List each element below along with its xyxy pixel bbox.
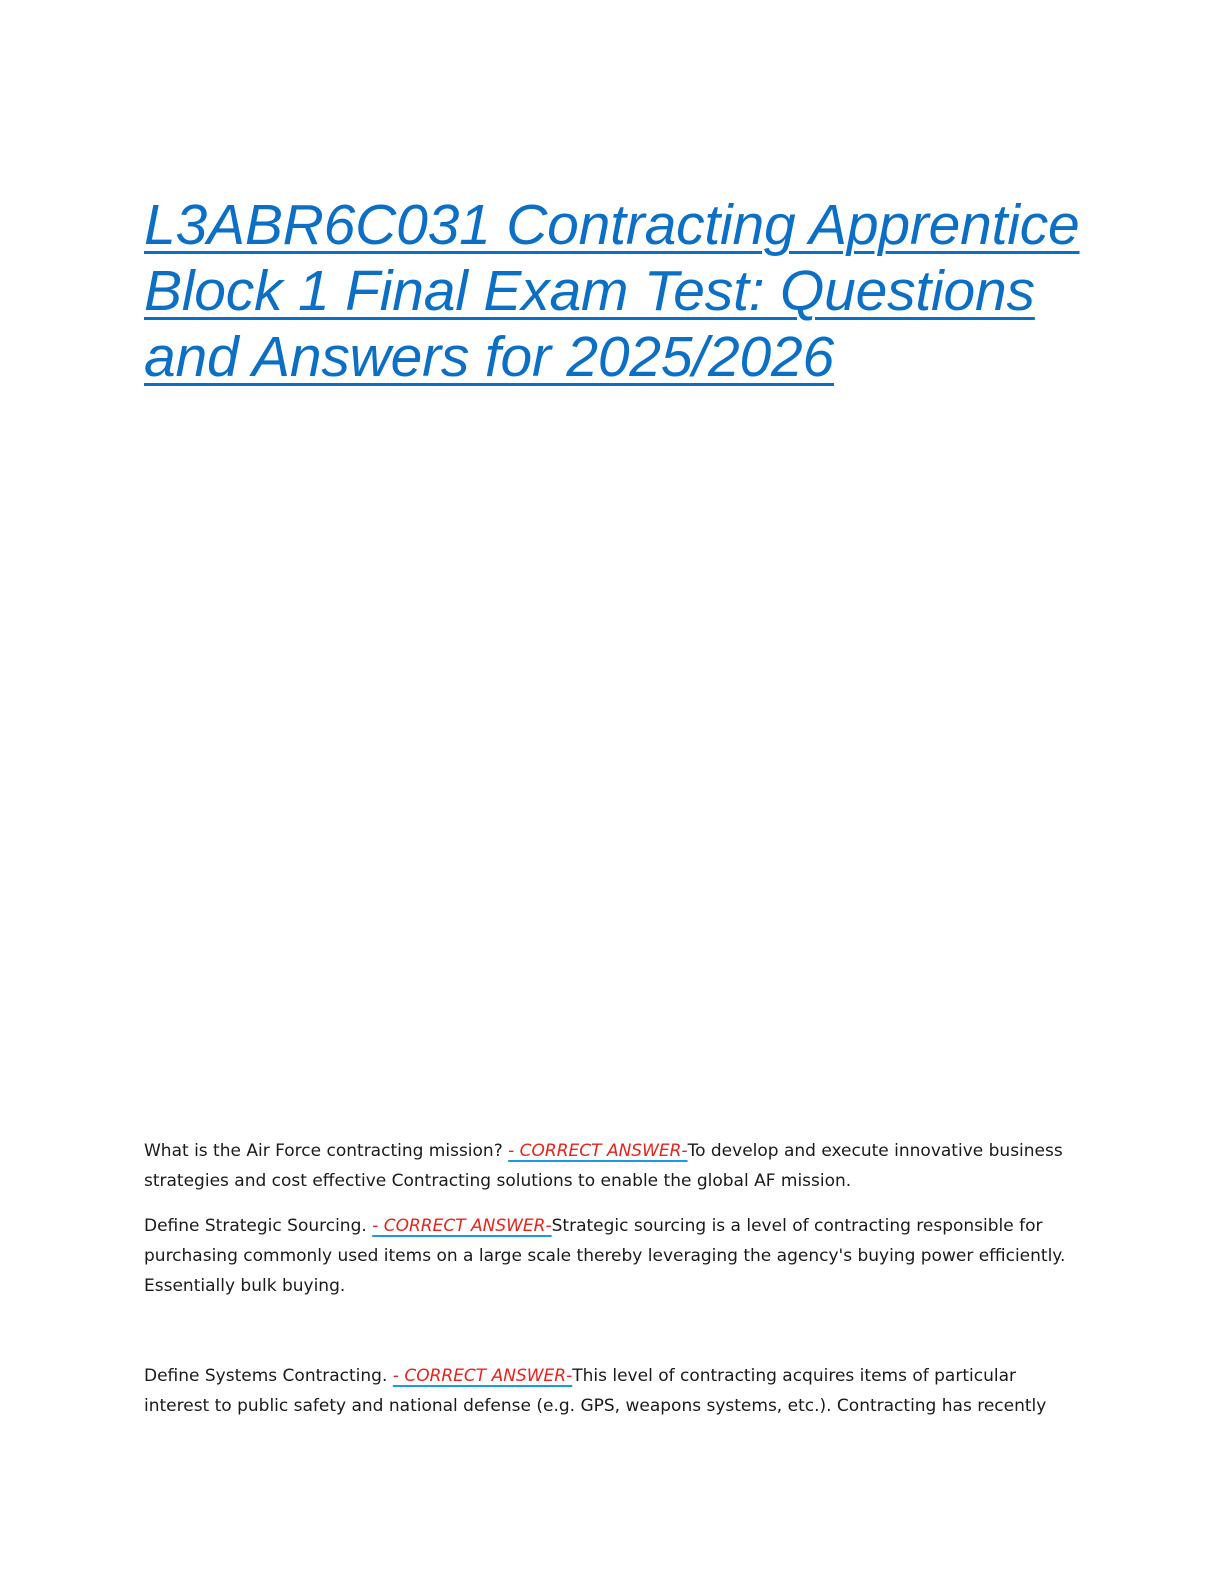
question-text: Define Strategic Sourcing. <box>144 1216 373 1236</box>
correct-answer-marker: - CORRECT ANSWER- <box>372 1216 552 1236</box>
correct-answer-marker: - CORRECT ANSWER- <box>392 1366 573 1386</box>
answer-text: This level of contracting acquires items of particular interest to public safety and national defense (e.g. GPS, weapons systems, etc.). Contracting has recently <box>144 1366 1047 1416</box>
answer-text: To develop and execute innovative business strategies and cost effective Contracting solutions to enable the global AF mission. <box>144 1141 1063 1191</box>
qa-item <box>144 1136 1084 1196</box>
qa-item <box>144 1361 1084 1421</box>
question-text: What is the Air Force contracting mission? <box>144 1141 509 1161</box>
document-title[interactable]: L3ABR6C031 Contracting Apprentice Block 1 Final Exam Test: Questions and Answers for 2025/2026 <box>144 193 1080 389</box>
qa-item <box>144 1211 1084 1301</box>
answer-text: Strategic sourcing is a level of contracting responsible for purchasing commonly used items on a large scale thereby leveraging the agency's buying power efficiently. Essentially bulk buying. <box>144 1216 1066 1296</box>
question-text: Define Systems Contracting. <box>144 1366 393 1386</box>
qa-list <box>144 1136 1084 1421</box>
correct-answer-marker: - CORRECT ANSWER- <box>508 1141 688 1161</box>
